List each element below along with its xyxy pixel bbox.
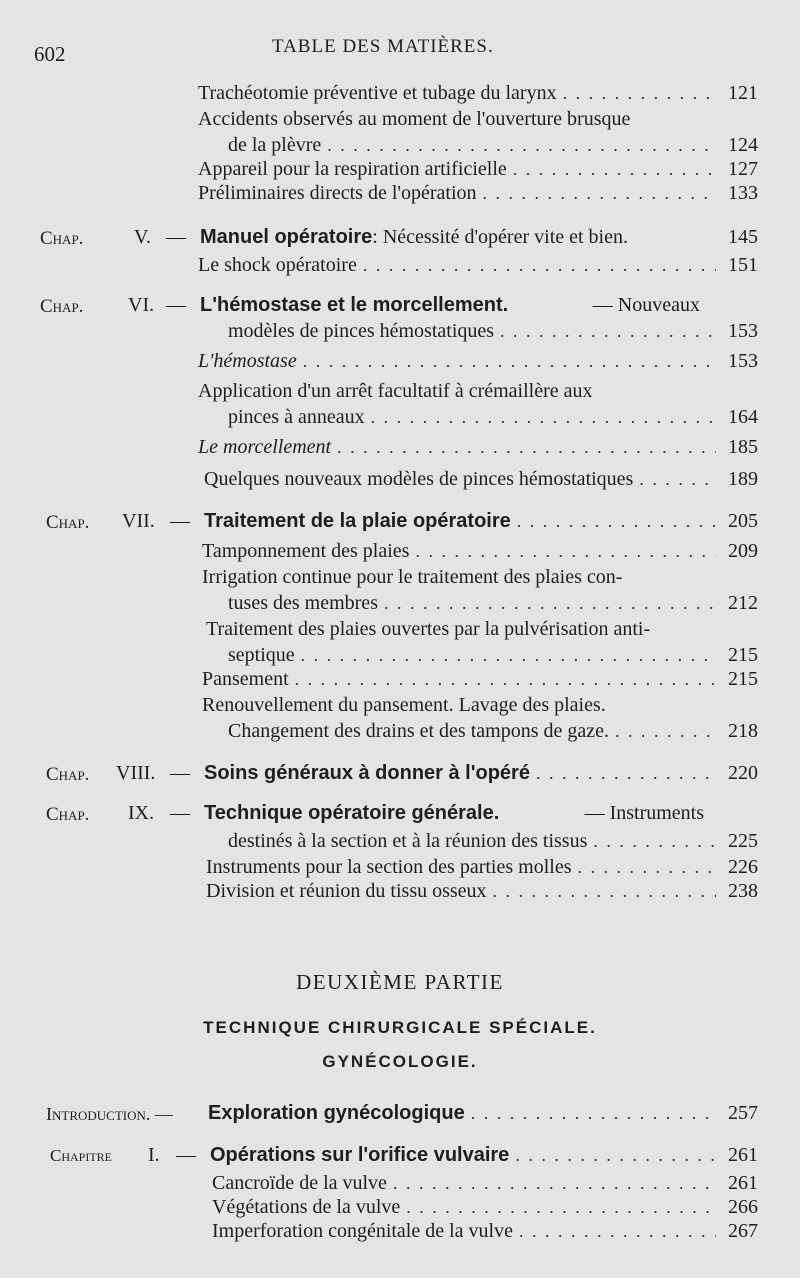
toc-entry: Division et réunion du tissu osseux . . . 238 [206, 880, 758, 906]
toc-entry: Le shock opératoire . . . 151 [198, 254, 758, 280]
chapter-number: VII. [122, 510, 155, 532]
chapter-label: Chap. [46, 804, 90, 825]
page-title: TABLE DES MATIÈRES. [272, 36, 494, 57]
chapter-dash: — [170, 802, 190, 824]
toc-entry: de la plèvre . . . 124 [228, 134, 758, 160]
toc-entry: Quelques nouveaux modèles de pinces hémostatiques . . . 189 [204, 468, 758, 494]
chapter-label: Chapitre [50, 1146, 113, 1165]
chapter-title-vii: Traitement de la plaie opératoire . . . 205 [204, 510, 758, 536]
toc-entry: Accidents observés au moment de l'ouverture brusque [198, 108, 631, 130]
toc-entry: Appareil pour la respiration artificielle . . . 127 [198, 158, 758, 184]
chapter-title-i: Opérations sur l'orifice vulvaire . . . 261 [210, 1144, 758, 1170]
chapter-title-v: Manuel opératoire : Nécessité d'opérer vite et bien. 145 [200, 226, 758, 248]
toc-entry: destinés à la section et à la réunion des tissus . . . 225 [228, 830, 758, 856]
part-subtitle: TECHNIQUE CHIRURGICALE SPÉCIALE. [203, 1018, 597, 1037]
page-number: 602 [34, 42, 66, 66]
toc-entry: Préliminaires directs de l'opération . . . 133 [198, 182, 758, 208]
toc-entry: Trachéotomie préventive et tubage du larynx . . . 121 [198, 82, 758, 108]
intro-title: Exploration gynécologique . . . 257 [208, 1102, 758, 1128]
toc-entry: Renouvellement du pansement. Lavage des plaies. [202, 694, 606, 716]
chapter-number: VI. [128, 294, 155, 316]
toc-entry: Imperforation congénitale de la vulve . . . 267 [212, 1220, 758, 1246]
chapter-dash: — [166, 226, 186, 248]
toc-entry: modèles de pinces hémostatiques . . . 153 [228, 320, 758, 346]
toc-entry: pinces à anneaux . . . 164 [228, 406, 758, 432]
chapter-title-viii: Soins généraux à donner à l'opéré . . . 220 [204, 762, 758, 788]
toc-entry: Tamponnement des plaies . . . 209 [202, 540, 758, 566]
chapter-title-vi: L'hémostase et le morcellement. — Nouveaux [200, 294, 700, 316]
part-subtitle: GYNÉCOLOGIE. [322, 1052, 478, 1071]
chapter-number: VIII. [116, 762, 156, 784]
chapter-dash: — [176, 1144, 196, 1166]
chapter-number: IX. [128, 802, 155, 824]
toc-entry: Végétations de la vulve . . . 266 [212, 1196, 758, 1222]
chapter-label: Chap. [46, 512, 90, 533]
chapter-label: Chap. [40, 296, 84, 317]
toc-entry: L'hémostase . . . 153 [198, 350, 758, 376]
toc-entry: tuses des membres . . . 212 [228, 592, 758, 618]
chapter-dash: — [166, 294, 186, 316]
chapter-title-ix: Technique opératoire générale. — Instruments [204, 802, 704, 824]
chapter-dash: — [170, 510, 190, 532]
toc-entry: Cancroïde de la vulve . . . 261 [212, 1172, 758, 1198]
toc-entry: septique . . . 215 [228, 644, 758, 670]
chapter-dash: — [170, 762, 190, 784]
toc-entry: Irrigation continue pour le traitement des plaies con- [202, 566, 623, 588]
toc-entry: Instruments pour la section des parties molles . . . 226 [206, 856, 758, 882]
toc-entry: Changement des drains et des tampons de gaze. . . . 218 [228, 720, 758, 746]
toc-entry: Le morcellement . . . 185 [198, 436, 758, 462]
part-heading: DEUXIÈME PARTIE [296, 970, 504, 994]
chapter-label: Chap. [40, 228, 84, 249]
chapter-number: I. [148, 1144, 160, 1166]
toc-entry: Pansement . . . 215 [202, 668, 758, 694]
toc-entry: Traitement des plaies ouvertes par la pulvérisation anti- [206, 618, 651, 640]
chapter-number: V. [134, 226, 151, 248]
chapter-label: Chap. [46, 764, 90, 785]
toc-entry: Application d'un arrêt facultatif à crémaillère aux [198, 380, 593, 402]
intro-label: Introduction. — [46, 1104, 173, 1124]
